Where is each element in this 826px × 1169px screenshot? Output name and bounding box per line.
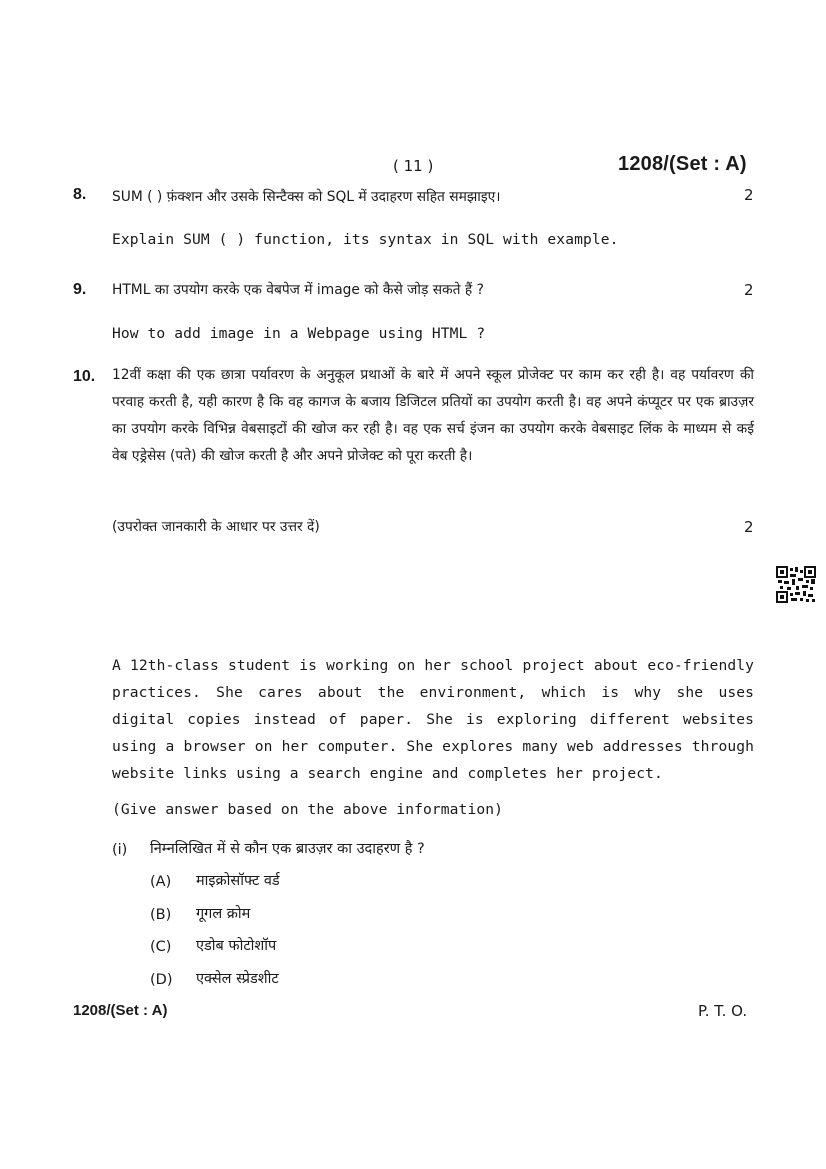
- question-8-hindi: SUM ( ) फ़ंक्शन और उसके सिन्टैक्स को SQL में उदाहरण सहित समझाइए।: [112, 189, 501, 205]
- qr-code-icon: [776, 566, 816, 603]
- question-8-marks: 2: [744, 186, 754, 204]
- option-label-c: (C): [150, 939, 172, 955]
- sub-question-label: (i): [112, 842, 128, 858]
- question-9-marks: 2: [744, 281, 754, 299]
- question-10-english-instruction: (Give answer based on the above information): [112, 801, 503, 818]
- option-label-d: (D): [150, 972, 173, 988]
- question-10-number: 10.: [73, 368, 96, 385]
- set-code-header: 1208/(Set : A): [618, 153, 747, 175]
- question-9-hindi: HTML का उपयोग करके एक वेबपेज में image को कैसे जोड़ सकते हैं ?: [112, 282, 484, 298]
- option-label-b: (B): [150, 907, 172, 923]
- question-8-number: 8.: [73, 186, 87, 203]
- option-text-d: एक्सेल स्प्रेडशीट: [196, 971, 279, 987]
- question-10-hindi-passage: 12वीं कक्षा की एक छात्रा पर्यावरण के अनुकूल प्रथाओं के बारे में अपने स्कूल प्रोजेक्ट पर काम कर रही है। वह पर्यावरण की परवाह करती है, यही कारण है कि वह कागज के बजाय डिजिटल प्रतियों का उपयोग करती है। वह अपने कंप्यूटर पर एक ब्राउज़र का उपयोग करके विभिन्न वेबसाइटों की खोज कर रही है। वह एक सर्च इंजन का उपयोग करके वेबसाइट लिंक के माध्यम से कई वेब एड्रेसेस (पते) की खोज करती है और अपने प्रोजेक्ट को पूरा करती है।: [112, 367, 754, 464]
- please-turn-over: P. T. O.: [698, 1002, 748, 1020]
- sub-question-text: निम्नलिखित में से कौन एक ब्राउज़र का उदाहरण है ?: [150, 841, 425, 857]
- option-text-a: माइक्रोसॉफ्ट वर्ड: [196, 873, 280, 889]
- option-text-b: गूगल क्रोम: [196, 906, 251, 922]
- question-9-number: 9.: [73, 281, 87, 298]
- question-9-english: How to add image in a Webpage using HTML ?: [112, 325, 486, 342]
- option-label-a: (A): [150, 874, 172, 890]
- page-number: ( 11 ): [393, 157, 434, 175]
- question-10-hindi-instruction: (उपरोक्त जानकारी के आधार पर उत्तर दें): [112, 519, 320, 535]
- option-text-c: एडोब फोटोशॉप: [196, 938, 277, 954]
- question-10-english-passage: A 12th-class student is working on her school project about eco-friendly practices. She cares about the environment, which is why she uses digital copies instead of paper. She is exploring different websites using a browser on her computer. She explores many web addresses through website links using a search engine and completes her project.: [112, 657, 754, 782]
- question-10-marks: 2: [744, 518, 754, 536]
- question-8-english: Explain SUM ( ) function, its syntax in SQL with example.: [112, 231, 619, 248]
- set-code-footer: 1208/(Set : A): [73, 1002, 168, 1019]
